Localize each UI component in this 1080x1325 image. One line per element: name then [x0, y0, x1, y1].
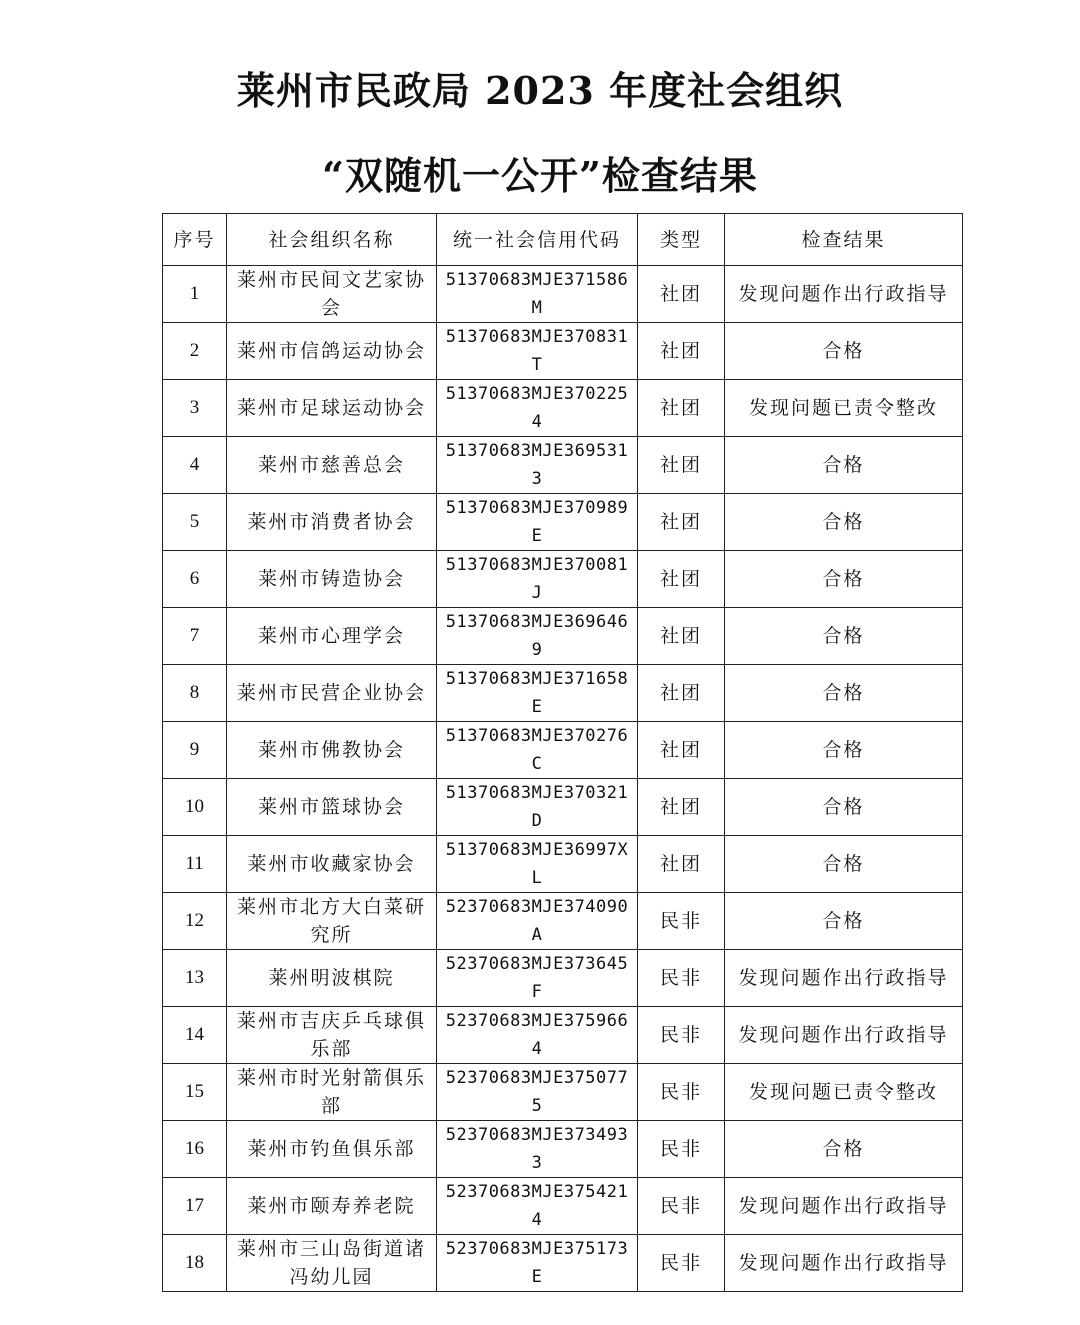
cell-no: 12	[163, 893, 227, 950]
cell-no: 8	[163, 665, 227, 722]
cell-result: 合格	[725, 323, 963, 380]
cell-type: 社团	[638, 494, 725, 551]
cell-type: 民非	[638, 1064, 725, 1121]
cell-type: 社团	[638, 380, 725, 437]
cell-type: 民非	[638, 893, 725, 950]
cell-type: 社团	[638, 665, 725, 722]
cell-name: 莱州市收藏家协会	[227, 836, 437, 893]
cell-type: 民非	[638, 1007, 725, 1064]
cell-code: 52370683MJE3759664	[437, 1007, 638, 1064]
cell-code: 51370683MJE370321D	[437, 779, 638, 836]
cell-result: 合格	[725, 494, 963, 551]
cell-no: 4	[163, 437, 227, 494]
cell-code: 51370683MJE3696469	[437, 608, 638, 665]
header-name: 社会组织名称	[227, 214, 437, 266]
table-row	[163, 380, 963, 437]
cell-type: 民非	[638, 1235, 725, 1292]
cell-type: 社团	[638, 437, 725, 494]
cell-result: 合格	[725, 437, 963, 494]
cell-type: 社团	[638, 608, 725, 665]
table-row	[163, 1064, 963, 1121]
cell-type: 社团	[638, 266, 725, 323]
cell-name: 莱州市三山岛街道诸冯幼儿园	[227, 1235, 437, 1292]
inspection-results-table	[162, 213, 963, 1292]
table-row	[163, 722, 963, 779]
cell-result: 发现问题已责令整改	[725, 1064, 963, 1121]
table-row	[163, 551, 963, 608]
table-row	[163, 779, 963, 836]
cell-code: 51370683MJE371586M	[437, 266, 638, 323]
cell-type: 社团	[638, 551, 725, 608]
table-row	[163, 950, 963, 1007]
cell-no: 7	[163, 608, 227, 665]
cell-no: 15	[163, 1064, 227, 1121]
cell-result: 发现问题作出行政指导	[725, 950, 963, 1007]
cell-code: 51370683MJE370081J	[437, 551, 638, 608]
cell-result: 合格	[725, 665, 963, 722]
cell-result: 合格	[725, 893, 963, 950]
cell-code: 52370683MJE3750775	[437, 1064, 638, 1121]
cell-type: 社团	[638, 323, 725, 380]
cell-type: 社团	[638, 722, 725, 779]
cell-name: 莱州市北方大白菜研究所	[227, 893, 437, 950]
cell-no: 6	[163, 551, 227, 608]
cell-no: 18	[163, 1235, 227, 1292]
table-row	[163, 665, 963, 722]
cell-name: 莱州市消费者协会	[227, 494, 437, 551]
cell-result: 合格	[725, 779, 963, 836]
cell-code: 52370683MJE3734933	[437, 1121, 638, 1178]
cell-code: 52370683MJE375173E	[437, 1235, 638, 1292]
header-no: 序号	[163, 214, 227, 266]
cell-no: 1	[163, 266, 227, 323]
cell-result: 发现问题作出行政指导	[725, 1235, 963, 1292]
cell-name: 莱州明波棋院	[227, 950, 437, 1007]
cell-type: 民非	[638, 950, 725, 1007]
cell-type: 民非	[638, 1178, 725, 1235]
cell-name: 莱州市民营企业协会	[227, 665, 437, 722]
cell-result: 发现问题已责令整改	[725, 380, 963, 437]
table-row	[163, 1007, 963, 1064]
table-header-row	[163, 214, 963, 266]
cell-result: 合格	[725, 836, 963, 893]
cell-name: 莱州市颐寿养老院	[227, 1178, 437, 1235]
cell-code: 52370683MJE374090A	[437, 893, 638, 950]
cell-code: 51370683MJE3702254	[437, 380, 638, 437]
table-row	[163, 893, 963, 950]
table-row	[163, 608, 963, 665]
cell-code: 51370683MJE371658E	[437, 665, 638, 722]
cell-no: 17	[163, 1178, 227, 1235]
table-row	[163, 1121, 963, 1178]
table-body	[163, 266, 963, 1292]
cell-result: 发现问题作出行政指导	[725, 1178, 963, 1235]
cell-name: 莱州市时光射箭俱乐部	[227, 1064, 437, 1121]
table-row	[163, 1235, 963, 1292]
cell-type: 民非	[638, 1121, 725, 1178]
cell-result: 合格	[725, 608, 963, 665]
cell-no: 2	[163, 323, 227, 380]
table-row	[163, 266, 963, 323]
cell-code: 51370683MJE3695313	[437, 437, 638, 494]
cell-name: 莱州市佛教协会	[227, 722, 437, 779]
table-row	[163, 494, 963, 551]
cell-name: 莱州市心理学会	[227, 608, 437, 665]
table-row	[163, 836, 963, 893]
cell-name: 莱州市慈善总会	[227, 437, 437, 494]
cell-name: 莱州市吉庆乒乓球俱乐部	[227, 1007, 437, 1064]
cell-no: 14	[163, 1007, 227, 1064]
table-row	[163, 1178, 963, 1235]
cell-name: 莱州市民间文艺家协会	[227, 266, 437, 323]
page-subtitle: “双随机一公开”检查结果	[322, 153, 758, 198]
cell-type: 社团	[638, 779, 725, 836]
cell-no: 5	[163, 494, 227, 551]
cell-code: 51370683MJE36997XL	[437, 836, 638, 893]
cell-result: 发现问题作出行政指导	[725, 1007, 963, 1064]
cell-no: 13	[163, 950, 227, 1007]
cell-name: 莱州市篮球协会	[227, 779, 437, 836]
table-row	[163, 323, 963, 380]
header-code: 统一社会信用代码	[437, 214, 638, 266]
cell-result: 合格	[725, 1121, 963, 1178]
cell-code: 51370683MJE370831T	[437, 323, 638, 380]
cell-no: 10	[163, 779, 227, 836]
cell-no: 9	[163, 722, 227, 779]
cell-type: 社团	[638, 836, 725, 893]
cell-code: 52370683MJE373645F	[437, 950, 638, 1007]
page-title: 莱州市民政局 2023 年度社会组织	[236, 68, 844, 113]
cell-no: 3	[163, 380, 227, 437]
cell-no: 16	[163, 1121, 227, 1178]
cell-name: 莱州市铸造协会	[227, 551, 437, 608]
cell-name: 莱州市足球运动协会	[227, 380, 437, 437]
cell-result: 合格	[725, 551, 963, 608]
cell-name: 莱州市信鸽运动协会	[227, 323, 437, 380]
cell-code: 52370683MJE3754214	[437, 1178, 638, 1235]
cell-result: 合格	[725, 722, 963, 779]
cell-code: 51370683MJE370989E	[437, 494, 638, 551]
cell-result: 发现问题作出行政指导	[725, 266, 963, 323]
cell-name: 莱州市钓鱼俱乐部	[227, 1121, 437, 1178]
cell-code: 51370683MJE370276C	[437, 722, 638, 779]
cell-no: 11	[163, 836, 227, 893]
table-row	[163, 437, 963, 494]
header-type: 类型	[638, 214, 725, 266]
header-result: 检查结果	[725, 214, 963, 266]
